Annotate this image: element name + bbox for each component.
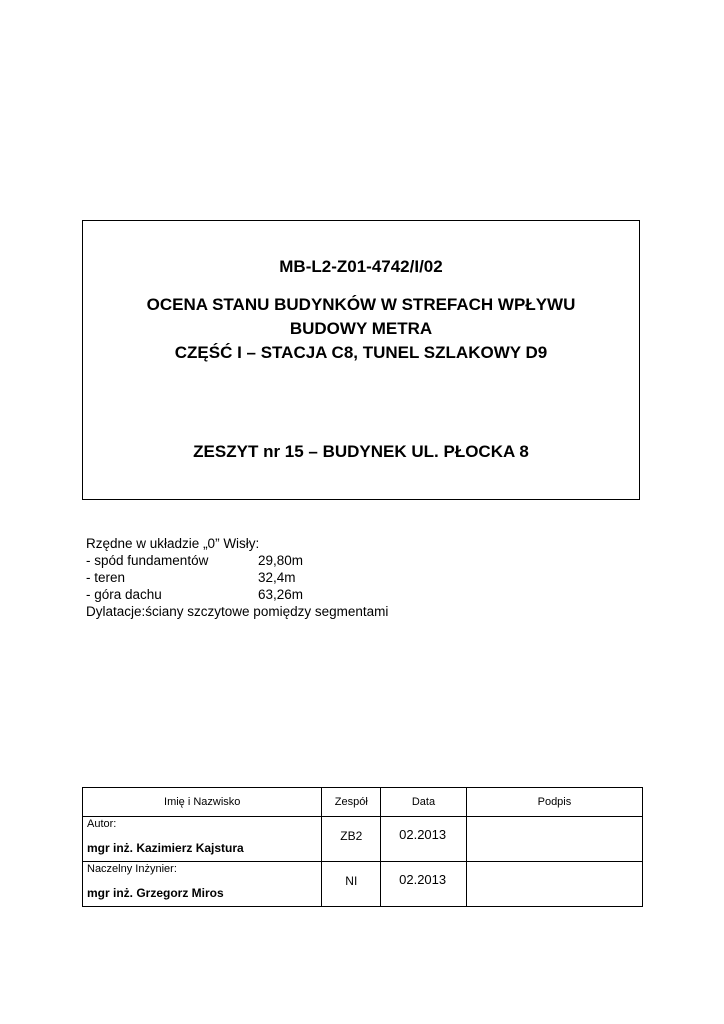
person-cell: [83, 817, 322, 862]
elevation-value: 29,80m: [258, 553, 304, 568]
person-name: mgr inż. Grzegorz Miros: [87, 886, 224, 900]
table-row: [83, 862, 643, 907]
volume-title: ZESZYT nr 15 – BUDYNEK UL. PŁOCKA 8: [193, 442, 529, 461]
team-cell: [322, 817, 381, 862]
elevation-row: [86, 586, 388, 603]
team-cell: [322, 862, 381, 907]
signature-table: [82, 787, 643, 907]
header-date: Data: [381, 788, 467, 817]
table-row: [83, 817, 643, 862]
team-value: ZB2: [340, 829, 363, 843]
elevation-value: 63,26m: [258, 587, 304, 602]
title-line: OCENA STANU BUDYNKÓW W STREFACH WPŁYWU: [146, 295, 576, 314]
header-name: Imię i Nazwisko: [83, 788, 322, 817]
date-value: 02.2013: [399, 827, 447, 842]
header-team: Zespół: [322, 788, 381, 817]
person-name: mgr inż. Kazimierz Kajstura: [87, 841, 244, 855]
elevation-label: - teren: [86, 570, 126, 585]
elevation-value: 32,4m: [258, 570, 296, 585]
document-code: MB-L2-Z01-4742/I/02: [279, 257, 443, 276]
date-cell: [381, 862, 467, 907]
date-cell: [381, 817, 467, 862]
document-title: [83, 293, 639, 365]
signature-header-row: [83, 788, 643, 817]
header-signature: Podpis: [466, 788, 642, 817]
role-label: Autor:: [87, 818, 117, 830]
elevation-row: [86, 552, 388, 569]
signature-cell: [466, 862, 642, 907]
role-label: Naczelny Inżynier:: [87, 863, 177, 875]
elevation-row: [86, 569, 388, 586]
dilatation-note: Dylatacje:ściany szczytowe pomiędzy segmentami: [86, 604, 389, 619]
person-cell: [83, 862, 322, 907]
elevation-heading: Rzędne w układzie „0” Wisły:: [86, 536, 260, 551]
title-line: BUDOWY METRA: [289, 319, 433, 338]
title-box: [82, 220, 640, 500]
date-value: 02.2013: [399, 872, 447, 887]
team-value: NI: [345, 874, 358, 888]
elevation-info: [86, 535, 388, 620]
elevation-label: - góra dachu: [86, 587, 162, 602]
signature-cell: [466, 817, 642, 862]
elevation-label: - spód fundamentów: [86, 553, 209, 568]
title-line: CZĘŚĆ I – STACJA C8, TUNEL SZLAKOWY D9: [174, 343, 548, 362]
